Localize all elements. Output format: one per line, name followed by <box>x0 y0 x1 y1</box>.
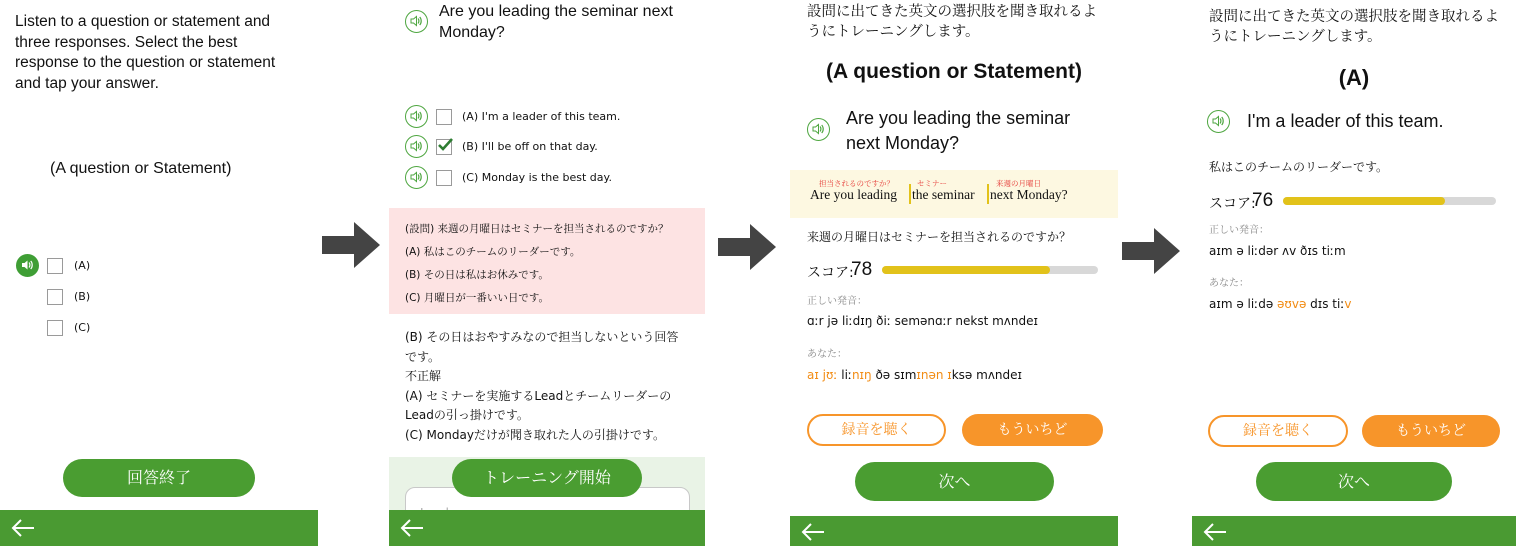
score-value: 78 <box>851 259 873 280</box>
ipa-segment: ksə <box>951 368 973 382</box>
translation-b: (B) その日は私はお休みです。 <box>405 269 549 281</box>
ipa-segment: nɪŋ <box>851 368 872 382</box>
screen-1 <box>0 0 318 546</box>
arrow-right-icon <box>718 224 776 274</box>
arrow-right-icon <box>322 222 380 272</box>
yours-label: あなた： <box>1209 278 1249 289</box>
back-arrow-icon[interactable] <box>1202 520 1228 544</box>
sentence-chunk: next Monday? <box>990 187 1068 202</box>
ipa-segment: ɪs tiː <box>1317 297 1345 311</box>
answer-option[interactable] <box>16 285 216 309</box>
speaker-icon[interactable] <box>405 105 428 128</box>
speaker-icon[interactable] <box>807 118 830 141</box>
back-arrow-icon[interactable] <box>10 516 36 540</box>
screen-3 <box>790 0 1118 546</box>
next-button[interactable]: 次へ <box>1256 462 1452 501</box>
speaker-icon[interactable] <box>405 166 428 189</box>
section-heading: (A question or Statement) <box>826 60 1082 83</box>
score-bar <box>882 266 1098 274</box>
option-text: (A) I'm a leader of this team. <box>462 110 621 123</box>
sentence-text: Are you leading the seminar next Monday? <box>846 108 1071 153</box>
explanation <box>405 328 700 445</box>
section-heading: (A) <box>1338 65 1370 90</box>
speaker-icon[interactable] <box>405 10 428 33</box>
ipa-segment: liː <box>837 368 852 382</box>
bottom-bar <box>1192 516 1516 546</box>
option-label: (A) <box>74 259 91 272</box>
question-text: Are you leading the seminar next Monday? <box>439 3 673 41</box>
explanation-line: (A) セミナーを実施するLeadとチームリーダーの <box>405 388 672 403</box>
answer-option[interactable] <box>405 166 695 190</box>
ipa-segment: d <box>1306 297 1318 311</box>
correct-ipa: aɪm ə liːdər ʌv ðɪs tiːm <box>1209 244 1346 258</box>
option-text: (C) Monday is the best day. <box>462 171 612 184</box>
score-label: スコア: <box>1209 196 1256 212</box>
annotated-sentence <box>790 170 1118 218</box>
score-bar <box>1283 197 1496 205</box>
explanation-line: です。 <box>405 349 441 364</box>
question-type-label: (A question or Statement) <box>50 160 232 177</box>
ipa-segment: v <box>1344 297 1352 311</box>
ipa-segment: ðə sɪm <box>871 368 917 382</box>
intro-text: 設問に出てきた英文の選択肢を聞き取れるようにトレーニングします。 <box>807 4 1097 40</box>
ipa-segment: ɪnən ɪ <box>916 368 952 382</box>
checkbox-icon[interactable] <box>436 170 452 186</box>
arrow-right-icon <box>1122 228 1180 278</box>
checkbox-icon[interactable] <box>436 109 452 125</box>
sentence-chunk: the seminar <box>912 187 975 202</box>
intro-text: 設問に出てきた英文の選択肢を聞き取れるようにトレーニングします。 <box>1209 9 1499 45</box>
annotation-label: 来週の月曜日 <box>996 179 1041 188</box>
answer-option[interactable] <box>16 254 216 278</box>
checkbox-icon[interactable] <box>47 320 63 336</box>
screen-2 <box>389 0 705 546</box>
bottom-bar <box>790 516 1118 546</box>
start-training-button[interactable]: トレーニング開始 <box>452 459 642 497</box>
score-label: スコア: <box>807 265 854 281</box>
chunk-divider <box>909 184 911 204</box>
listen-recording-button[interactable]: 録音を聴く <box>807 414 946 446</box>
back-arrow-icon[interactable] <box>399 516 425 540</box>
option-label: (B) <box>74 290 91 303</box>
bottom-bar <box>389 510 705 546</box>
listen-recording-button[interactable]: 録音を聴く <box>1208 415 1348 447</box>
annotation-label: 担当されるのですか？ <box>819 179 894 188</box>
correct-ipa: ɑːr jə liːdɪŋ ðiː semənɑːr nekst mʌndeɪ <box>807 314 1038 328</box>
screen-4 <box>1192 0 1516 546</box>
score-bar-fill <box>882 266 1050 274</box>
correct-label: 正しい発音： <box>807 296 867 307</box>
answer-option[interactable] <box>16 316 216 340</box>
your-ipa <box>1209 297 1351 311</box>
sentence-text: I'm a leader of this team. <box>1247 111 1444 131</box>
yours-label: あなた： <box>807 349 847 360</box>
annotation-label: セミナー <box>917 179 947 188</box>
ipa-segment: mʌndeɪ <box>972 368 1022 382</box>
answer-option[interactable] <box>405 135 695 159</box>
option-label: (C) <box>74 321 91 334</box>
back-arrow-icon[interactable] <box>800 520 826 544</box>
option-text: (B) I'll be off on that day. <box>462 140 598 153</box>
speaker-icon[interactable] <box>1207 110 1230 133</box>
finish-answer-button[interactable]: 回答終了 <box>63 459 255 497</box>
check-icon <box>436 136 454 154</box>
instruction-text: Listen to a question or statement and three responses. Select the best response to the question or statement and tap your answer. <box>15 13 276 92</box>
score-bar-fill <box>1283 197 1445 205</box>
ipa-segment: əʊvə <box>1277 297 1307 311</box>
explanation-line: (B) その日はおやすみなので担当しないという回答 <box>405 330 679 344</box>
translation-text: 来週の月曜日はセミナーを担当されるのですか？ <box>807 230 1072 244</box>
score-value: 76 <box>1252 190 1274 211</box>
explanation-line: Leadの引っ掛けです。 <box>405 408 529 422</box>
checkbox-icon[interactable] <box>47 289 63 305</box>
sentence-chunk: Are you leading <box>810 187 897 202</box>
checkbox-checked-icon[interactable] <box>436 139 452 155</box>
explanation-line: (C) Mondayだけが聞き取れた人の引掛けです。 <box>405 427 665 442</box>
speaker-icon[interactable] <box>405 135 428 158</box>
ipa-segment: aɪm ə liːdə <box>1209 297 1278 311</box>
retry-button[interactable]: もういちど <box>1362 415 1500 447</box>
speaker-icon[interactable] <box>16 254 39 277</box>
correct-label: 正しい発音： <box>1209 225 1269 236</box>
translation-c: (C) 月曜日が一番いい日です。 <box>405 292 550 304</box>
ipa-segment: aɪ jʊː <box>807 368 838 382</box>
retry-button[interactable]: もういちど <box>962 414 1103 446</box>
translation-question: (設問) 来週の月曜日はセミナーを担当されるのですか？ <box>405 223 669 235</box>
translation-text: 私はこのチームのリーダーです。 <box>1209 160 1389 174</box>
next-button[interactable]: 次へ <box>855 462 1054 501</box>
explanation-line: 不正解 <box>405 369 442 383</box>
answer-option[interactable] <box>405 105 695 129</box>
your-ipa <box>807 368 1022 382</box>
translation-box <box>389 208 705 314</box>
chunk-divider <box>987 184 989 204</box>
translation-a: (A) 私はこのチームのリーダーです。 <box>405 246 581 258</box>
checkbox-icon[interactable] <box>47 258 63 274</box>
bottom-bar <box>0 510 318 546</box>
